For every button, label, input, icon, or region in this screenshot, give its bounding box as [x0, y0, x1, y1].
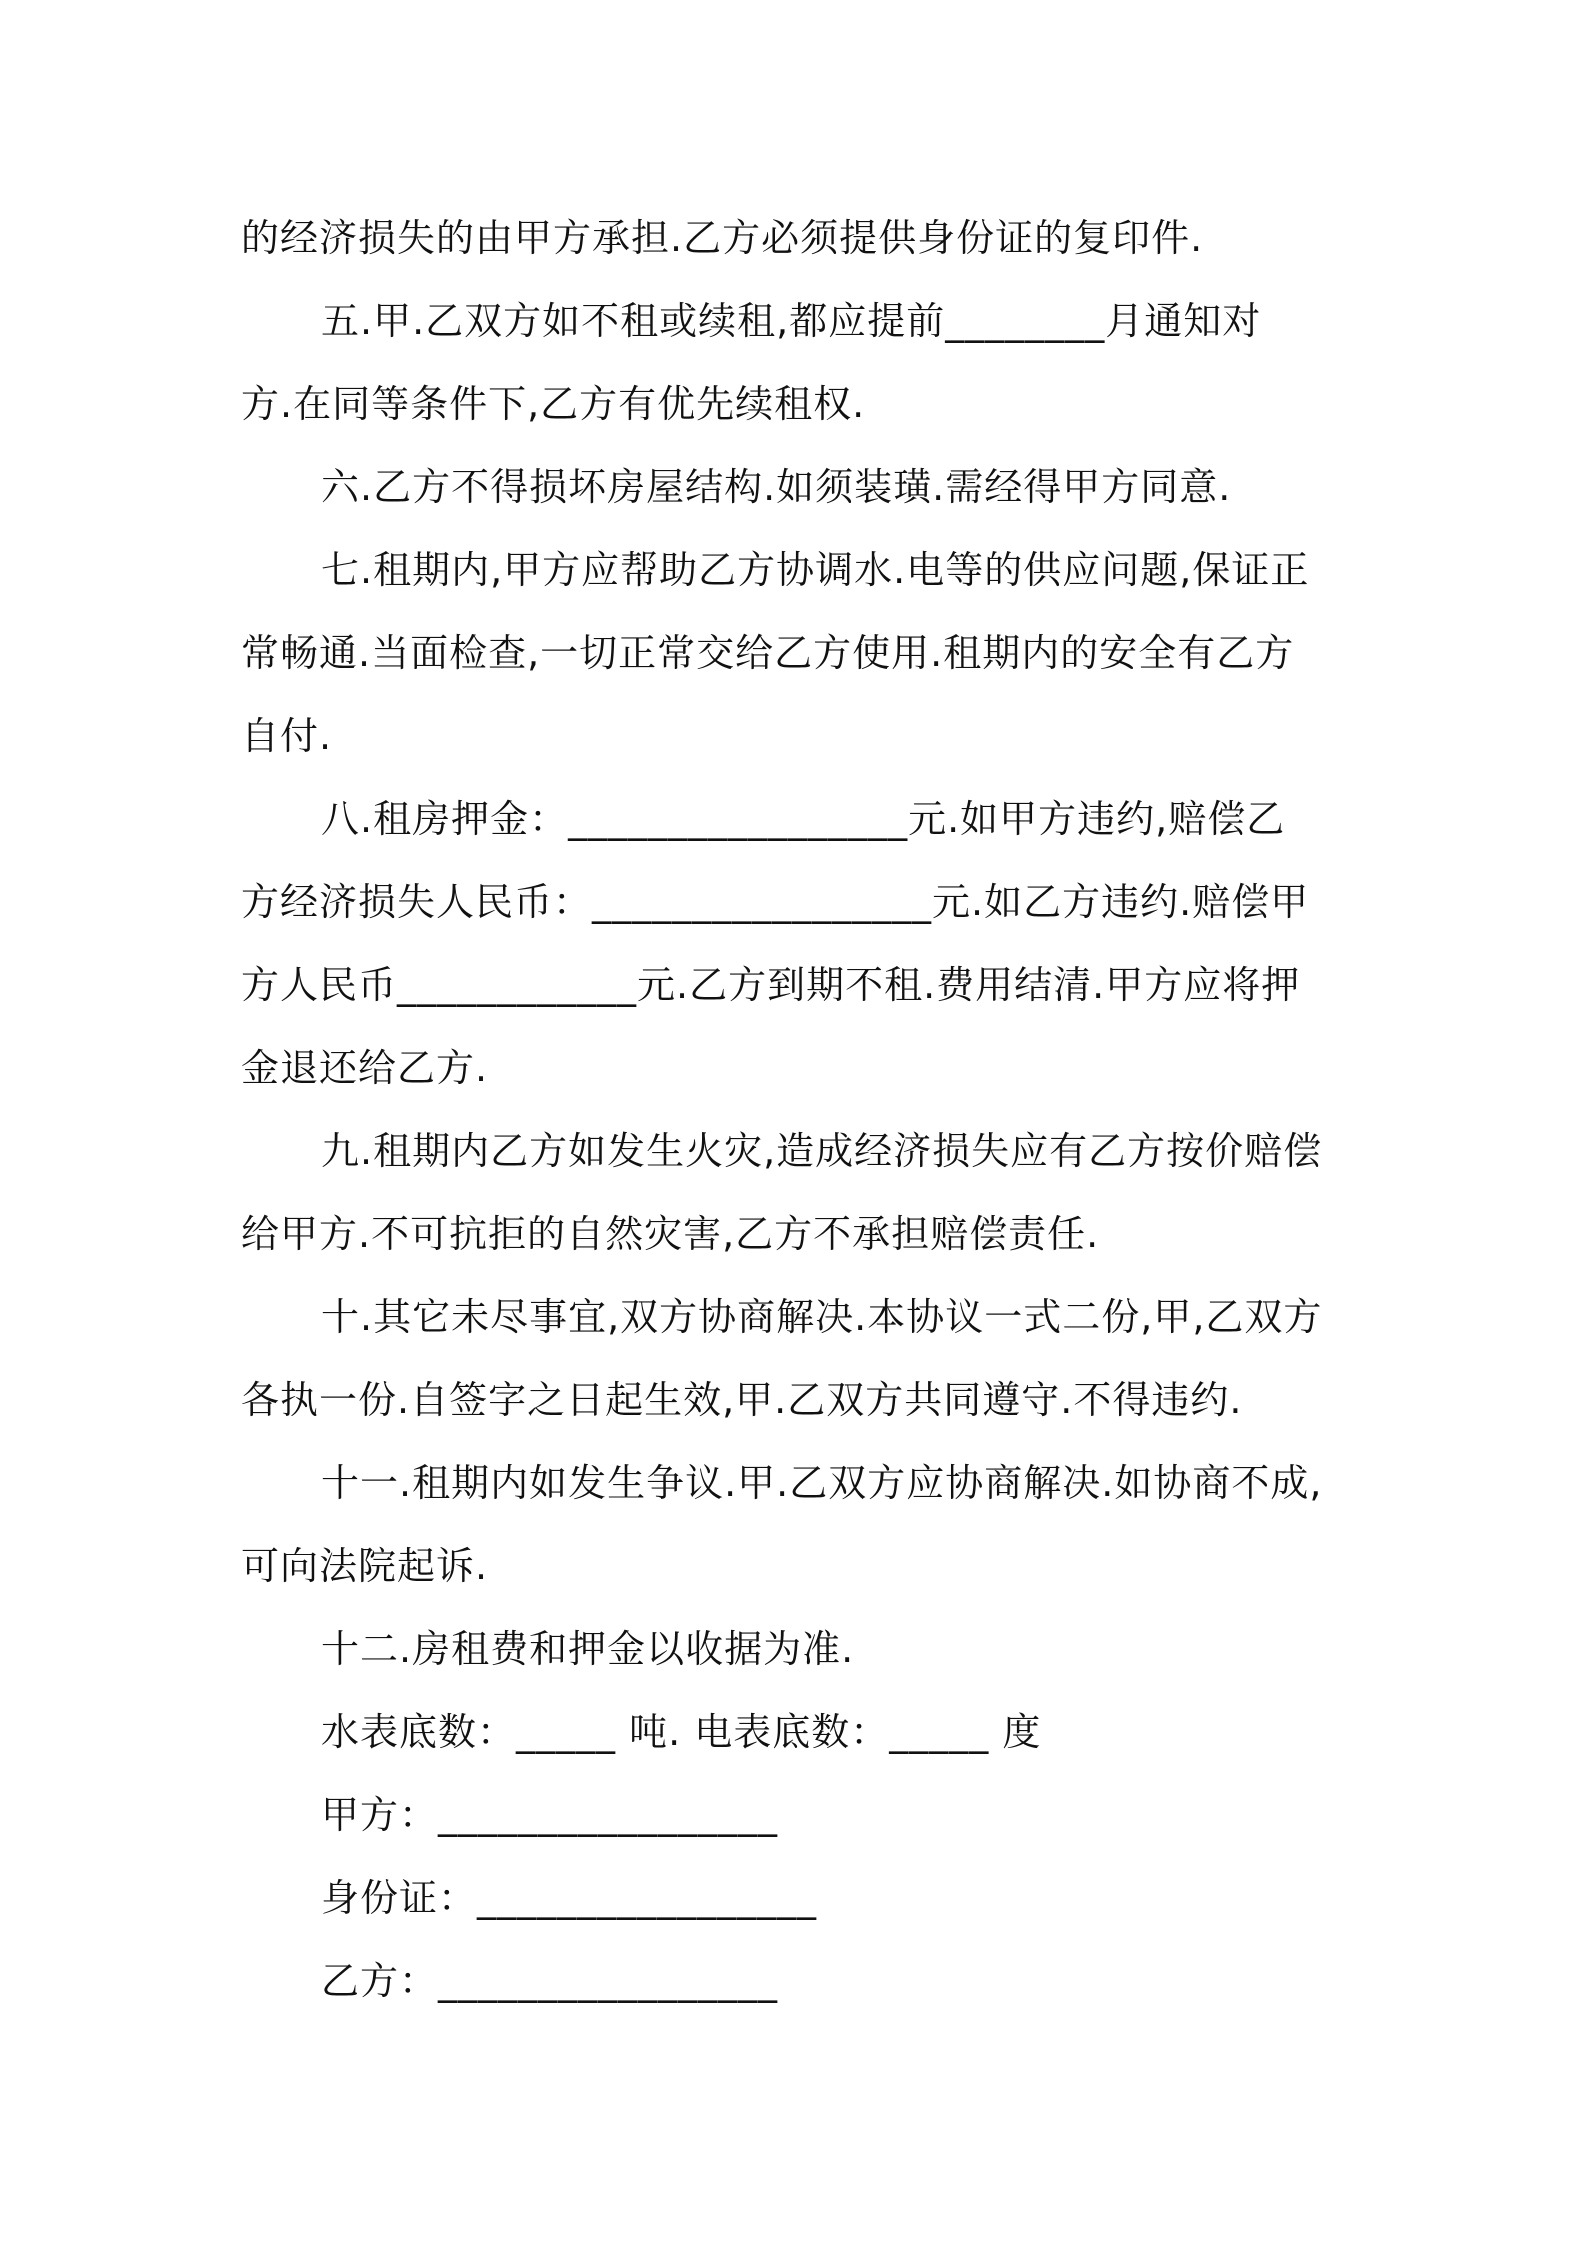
paragraph-line: 各执一份.自签字之日起生效,甲.乙双方共同遵守.不得违约. [241, 1378, 1243, 1422]
party-a-signature-line: 甲方：_________________ [321, 1793, 779, 1837]
paragraph-line: 的经济损失的由甲方承担.乙方必须提供身份证的复印件. [241, 216, 1204, 260]
paragraph-line: 方人民币____________元.乙方到期不租.费用结清.甲方应将押 [241, 963, 1301, 1007]
paragraph-line: 金退还给乙方. [241, 1046, 489, 1090]
paragraph-line: 十.其它未尽事宜,双方协商解决.本协议一式二份,甲,乙双方 [321, 1295, 1323, 1339]
paragraph-line: 八.租房押金：_________________元.如甲方违约,赔偿乙 [321, 797, 1286, 841]
paragraph-line: 九.租期内乙方如发生火灾,造成经济损失应有乙方按价赔偿 [321, 1129, 1323, 1173]
document-body [241, 197, 1361, 2023]
paragraph-line: 五.甲.乙双方如不租或续租,都应提前________月通知对 [321, 299, 1262, 343]
paragraph-line: 十一.租期内如发生争议.甲.乙双方应协商解决.如协商不成, [321, 1461, 1323, 1505]
id-card-signature-line: 身份证：_________________ [321, 1876, 818, 1920]
paragraph-line: 方经济损失人民币：_________________元.如乙方违约.赔偿甲 [241, 880, 1310, 924]
paragraph-line: 常畅通.当面检查,一切正常交给乙方使用.租期内的安全有乙方 [241, 631, 1295, 675]
meter-reading-line: 水表底数：_____ 吨. 电表底数：_____ 度 [321, 1710, 1042, 1754]
paragraph-line: 方.在同等条件下,乙方有优先续租权. [241, 382, 866, 426]
paragraph-line: 可向法院起诉. [241, 1544, 489, 1588]
paragraph-line: 十二.房租费和押金以收据为准. [321, 1627, 855, 1671]
paragraph-line: 七.租期内,甲方应帮助乙方协调水.电等的供应问题,保证正 [321, 548, 1310, 592]
paragraph-line: 给甲方.不可抗拒的自然灾害,乙方不承担赔偿责任. [241, 1212, 1100, 1256]
paragraph-line: 六.乙方不得损坏房屋结构.如须装璜.需经得甲方同意. [321, 465, 1232, 509]
paragraph-line: 自付. [241, 714, 333, 758]
party-b-signature-line: 乙方：_________________ [321, 1959, 779, 2003]
